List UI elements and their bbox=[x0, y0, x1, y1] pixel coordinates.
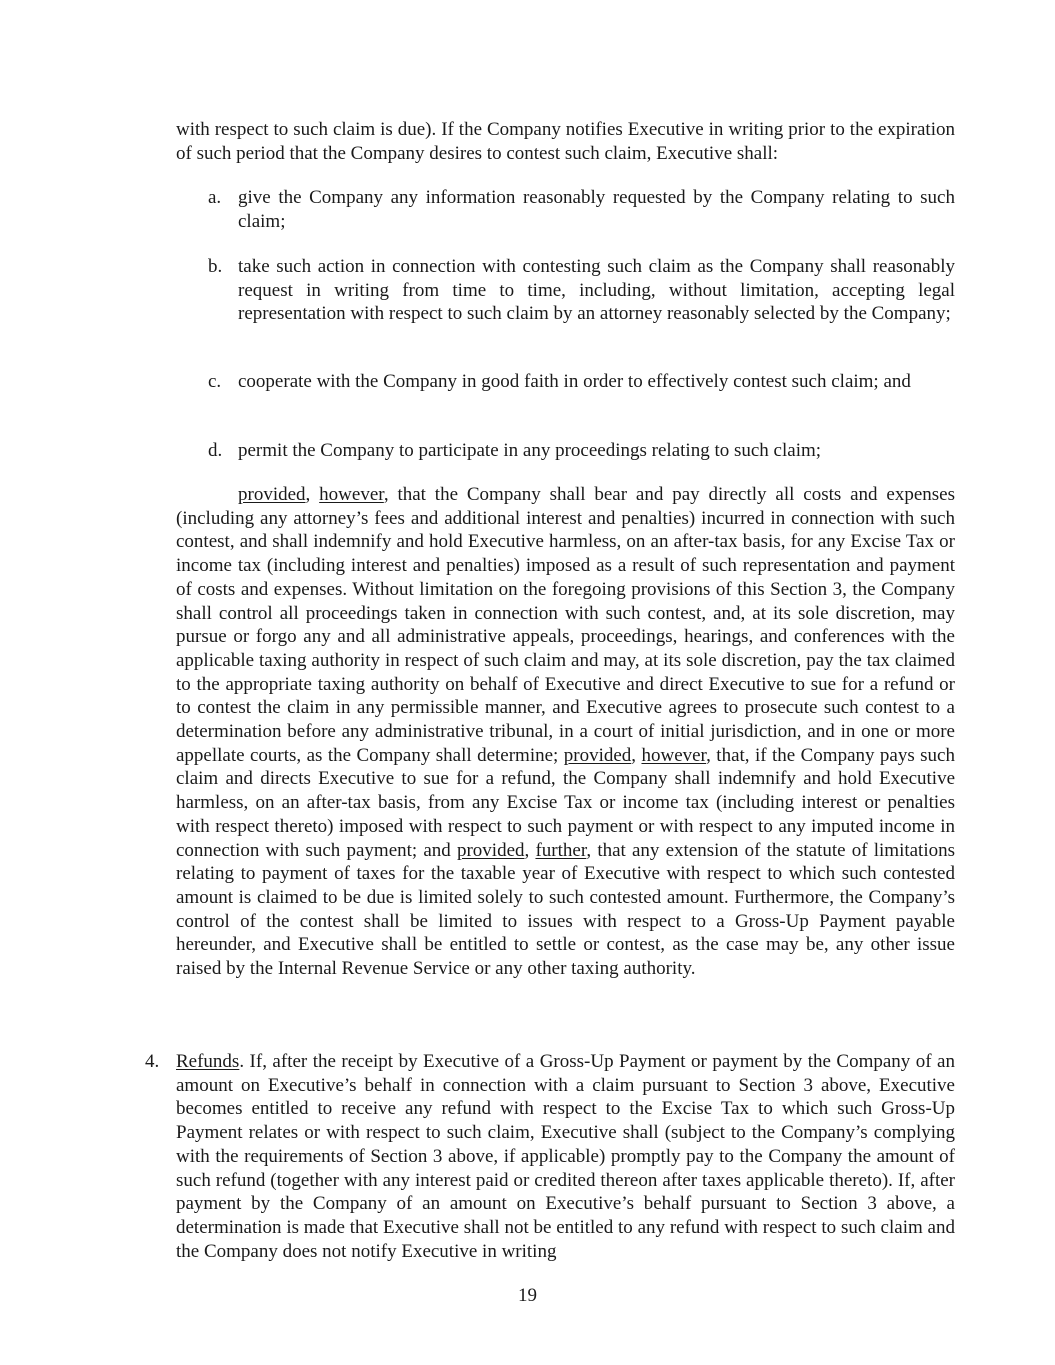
however-term: however bbox=[641, 744, 707, 766]
list-item-letter: a. bbox=[208, 187, 222, 208]
provided-term: provided bbox=[238, 484, 306, 505]
section-body: . If, after the receipt by Executive of a Gross-Up Payment or payment by the Company of an amount on Executive’s behalf in connection with a claim pursuant to Section 3 above, Executive becomes entitled to receive any refund with respect to the Excise Tax to which such Gross-Up Payment relates or with respect to such claim, Executive shall (subject to the Company’s complying with the requirements of Section 3 above, if applicable) promptly pay to the Company the amount of such refund (together with any interest paid or credited thereon after taxes applicable thereto). If, after payment by the Company of an amount on Executive’s behalf pursuant to Section 3 above, a determination is made that Executive shall not be entitled to any refund with respect to such claim and the Company does not notify Executive in writing bbox=[176, 1051, 955, 1262]
further-term: further bbox=[535, 839, 587, 861]
separator: , bbox=[524, 839, 536, 861]
provided-term: provided bbox=[456, 839, 525, 861]
list-item-c bbox=[208, 370, 955, 394]
proviso-text: , that, if the Company pays such claim and directs Executive to sue for a refund, the Company shall indemnify and hold Executive harmless, on an after-tax basis, from any Excise Tax or income tax (including interest or penalties with respect thereto) imposed with respect to such payment or with respect to any imputed income in connection with such payment; and bbox=[176, 744, 955, 861]
however-term: however bbox=[319, 484, 384, 505]
list-item-d bbox=[208, 439, 955, 463]
list-item-text: take such action in connection with contesting such claim as the Company shall reasonably request in writing from time to time, including, without limitation, accepting legal representation with respect to such claim by an attorney reasonably selected by the Company; bbox=[238, 256, 955, 325]
separator: , bbox=[631, 744, 642, 766]
proviso-text: , that any extension of the statute of limitations relating to payment of taxes for the taxable year of Executive with respect to which such contested amount is claimed to be due is limited solely to such contested amount. Furthermore, the Company’s control of the contest shall be limited to issues with respect to a Gross-Up Payment payable hereunder, and Executive shall be entitled to settle or contest, as the case may be, any other issue raised by the Internal Revenue Service or any other taxing authority. bbox=[176, 839, 956, 980]
list-item-a bbox=[208, 186, 955, 233]
section-heading: Refunds bbox=[176, 1051, 240, 1072]
list-item-letter: d. bbox=[208, 440, 223, 461]
list-item-letter: b. bbox=[208, 256, 223, 277]
list-item-letter: c. bbox=[208, 371, 222, 392]
provided-term: provided bbox=[563, 744, 632, 766]
section-text bbox=[176, 1050, 955, 1263]
list-item-text: give the Company any information reasonably requested by the Company relating to such claim; bbox=[238, 187, 955, 232]
page-number: 19 bbox=[518, 1285, 537, 1306]
list-item-b bbox=[208, 255, 955, 326]
section-number: 4. bbox=[145, 1051, 160, 1072]
section-4-refunds bbox=[145, 1050, 955, 1263]
separator: , bbox=[305, 484, 320, 505]
proviso-text: , that the Company shall bear and pay directly all costs and expenses (including any attorney’s fees and additional interest and penalties) incurred in connection with such contest, and shall indemnify and hold Executive harmless, on an after-tax basis, for any Excise Tax or income tax (including interest and penalties) imposed as a result of such representation and payment of costs and expenses. Without limitation on the foregoing provisions of this Section 3, the Company shall control all proceedings taken in connection with such contest, and, at its sole discretion, may pursue or forgo any and all administrative appeals, proceedings, hearings, and conferences with the applicable taxing authority in respect of such claim and may, at its sole discretion, pay the tax claimed to the appropriate taxing authority on behalf of Executive and direct Executive to sue for a refund or to contest the claim in any permissible manner, and Executive agrees to prosecute such contest to a determination before any administrative tribunal, in a court of initial jurisdiction, and in one or more appellate courts, as the Company shall determine; bbox=[176, 484, 956, 766]
list-item-text: permit the Company to participate in any proceedings relating to such claim; bbox=[238, 440, 822, 461]
proviso-paragraph bbox=[176, 483, 955, 981]
list-item-text: cooperate with the Company in good faith in order to effectively contest such claim; and bbox=[238, 371, 911, 392]
intro-paragraph: with respect to such claim is due). If the Company notifies Executive in writing prior to the expiration of such period that the Company desires to contest such claim, Executive shall: bbox=[176, 119, 955, 164]
